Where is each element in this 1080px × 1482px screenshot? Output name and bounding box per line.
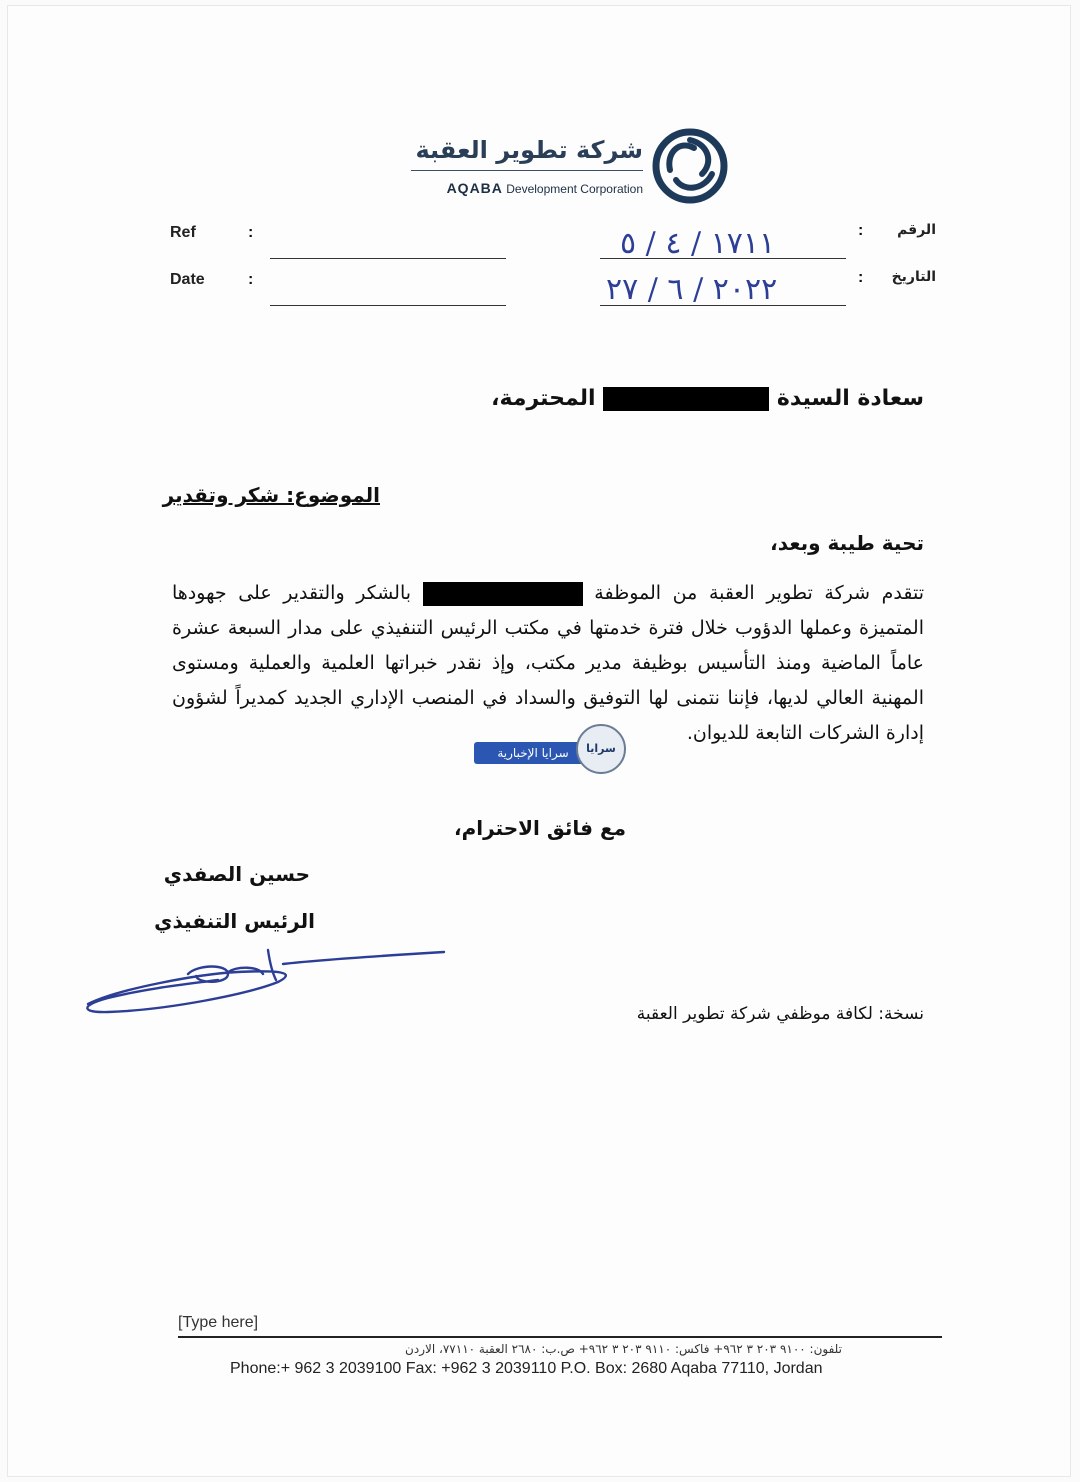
copy-to: نسخة: لكافة موظفي شركة تطوير العقبة bbox=[636, 1004, 924, 1024]
closing: مع فائق الاحترام، bbox=[454, 816, 626, 840]
redacted-employee-name bbox=[423, 582, 583, 606]
watermark-badge: سرايا الإخبارية bbox=[474, 742, 592, 764]
company-name-en: AQABA Development Corporation bbox=[446, 180, 643, 196]
footer-divider bbox=[178, 1336, 942, 1338]
ref-value-handwritten: ١٧١١ / ٤ / ٥ bbox=[620, 226, 776, 261]
signer-name: حسين الصفدي bbox=[163, 862, 310, 886]
footer-contact-ar: تلفون: ٩١٠٠ ٢٠٣ ٣ ٩٦٢+ فاكس: ٩١١٠ ٢٠٣ ٣ ٩٦٢+ ص.ب: ٢٦٨٠ العقبة ٧٧١١٠، الاردن bbox=[405, 1342, 842, 1356]
footer-contact-en: Phone:+ 962 3 2039100 Fax: +962 3 2039110 P.O. Box: 2680 Aqaba 77110, Jordan bbox=[230, 1360, 823, 1377]
signature-icon bbox=[78, 934, 448, 1024]
date-colon: : bbox=[248, 271, 254, 288]
ref-line bbox=[270, 258, 506, 259]
date-label-ar: التاريخ bbox=[891, 269, 936, 285]
logo-divider bbox=[411, 170, 643, 171]
company-name-ar: شركة تطوير العقبة bbox=[415, 136, 643, 164]
greeting: تحية طيبة وبعد، bbox=[770, 531, 924, 555]
news-watermark bbox=[474, 722, 626, 774]
letter-body: تتقدم شركة تطوير العقبة من الموظفة بالشكر والتقدير على جهودها المتميزة وعملها الدؤوب خلال فترة خدمتها في مكتب الرئيس التنفيذي على مدار السبعة عشرة عاماً الماضية ومنذ التأسيس بوظيفة مدير مكتب، وإذ نقدر خبراتها العلمية والعملية ومستوى المهنية العالي لديها، فإننا نتمنى لها التوفيق والسداد في المنصب الإداري الجديد كمديراً لشؤون إدارة الشركات التابعة للديوان. bbox=[172, 582, 925, 744]
date-line bbox=[270, 305, 506, 306]
redacted-name bbox=[603, 387, 769, 411]
ref-label-ar: الرقم bbox=[897, 222, 936, 238]
ref-colon-ar: : bbox=[858, 222, 864, 239]
watermark-logo: سرايا bbox=[576, 724, 626, 774]
ref-label: Ref bbox=[170, 224, 196, 241]
date-value-handwritten: ٢٠٢٢ / ٦ / ٢٧ bbox=[606, 272, 778, 307]
ref-colon: : bbox=[248, 224, 254, 241]
signer-title: الرئيس التنفيذي bbox=[154, 909, 315, 933]
date-colon-ar: : bbox=[858, 269, 864, 286]
subject-line: الموضوع: شكر وتقدير bbox=[162, 483, 380, 507]
aqaba-logo-icon bbox=[650, 126, 730, 206]
date-label: Date bbox=[170, 271, 205, 288]
salutation: سعادة السيدة المحترمة، bbox=[491, 386, 924, 411]
letter-page bbox=[8, 6, 1070, 1476]
footer-placeholder: [Type here] bbox=[178, 1314, 259, 1331]
letterhead-logo bbox=[388, 124, 738, 214]
